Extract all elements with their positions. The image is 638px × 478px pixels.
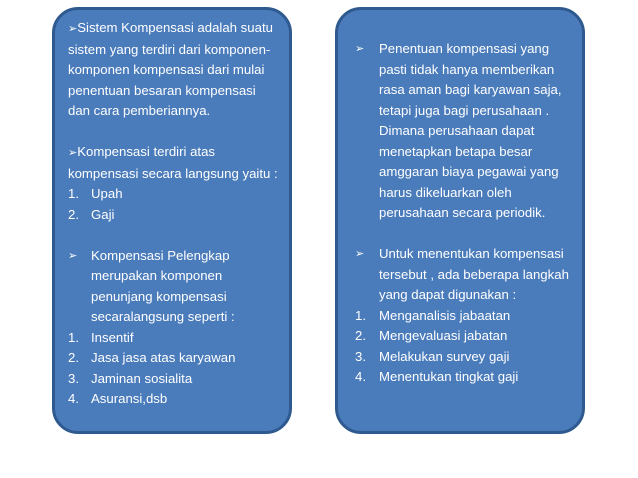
arrow-bullet-icon	[68, 144, 77, 159]
list-number: 4.	[68, 391, 79, 406]
list-number: 1.	[68, 329, 79, 345]
list-item-text: Jaminan sosialita	[91, 370, 193, 386]
list-item	[355, 326, 574, 347]
list-number: 3.	[68, 370, 79, 386]
paragraph-2-text: Untuk menentukan kompensasi tersebut , ada beberapa langkah yang dapat digunakan :	[379, 246, 569, 302]
spacer	[355, 224, 574, 245]
intro-paragraph	[68, 18, 281, 122]
paragraph-1-text: Penentuan kompensasi yang pasti tidak hanya memberikan rasa aman bagi karyawan saja, tetapi juga bagi perusahaan . Dimana perusahaan dapat menetapkan betapa besar amggaran biaya pegawai yang harus dikeluarkan oleh perusahaan secara periodik.	[379, 41, 562, 220]
list-item	[355, 306, 574, 327]
left-panel	[52, 7, 292, 434]
list-number: 1.	[68, 186, 79, 201]
arrow-bullet-icon: ➢	[355, 42, 365, 55]
list-item-text: Gaji	[91, 206, 115, 222]
list-number: 3.	[355, 348, 366, 364]
list-item-text: Mengevaluasi jabatan	[379, 328, 508, 343]
list-number: 1.	[355, 307, 366, 323]
list-number: 2.	[68, 350, 79, 365]
list-number: 2.	[68, 206, 79, 222]
supplementary-intro	[68, 246, 281, 328]
right-panel	[335, 7, 585, 434]
direct-intro-paragraph	[68, 142, 281, 184]
list-item	[355, 347, 574, 368]
list-item	[68, 348, 281, 369]
spacer	[68, 122, 281, 143]
list-item-text: Melakukan survey gaji	[379, 348, 510, 364]
list-number: 4.	[355, 369, 366, 384]
paragraph-2	[355, 244, 574, 306]
intro-text: Sistem Kompensasi adalah suatu sistem yang terdiri dari komponen-komponen kompensasi dari mulai penentuan besaran kompensasi dan cara pemberiannya.	[68, 20, 273, 118]
list-item-text: Menganalisis jabaatan	[379, 307, 511, 323]
list-number: 2.	[355, 328, 366, 343]
supplementary-intro-text: Kompensasi Pelengkap merupakan komponen penunjang kompensasi secaralangsung seperti :	[91, 247, 235, 324]
list-item	[68, 184, 281, 205]
list-item-text: Upah	[91, 186, 123, 201]
spacer	[68, 225, 281, 246]
list-item	[68, 205, 281, 226]
arrow-bullet-icon: ➢	[68, 248, 78, 262]
list-item-text: Menentukan tingkat gaji	[379, 369, 519, 384]
list-item-text: Insentif	[91, 329, 134, 345]
list-item	[355, 367, 574, 388]
list-item-text: Jasa jasa atas karyawan	[91, 350, 236, 365]
direct-intro-text: Kompensasi terdiri atas kompensasi secara langsung yaitu :	[68, 144, 278, 181]
arrow-bullet-icon: ➢	[355, 247, 365, 260]
paragraph-1	[355, 39, 574, 224]
list-item	[68, 328, 281, 349]
arrow-bullet-icon	[68, 20, 77, 35]
list-item	[68, 389, 281, 410]
list-item	[68, 369, 281, 390]
list-item-text: Asuransi,dsb	[91, 391, 168, 406]
